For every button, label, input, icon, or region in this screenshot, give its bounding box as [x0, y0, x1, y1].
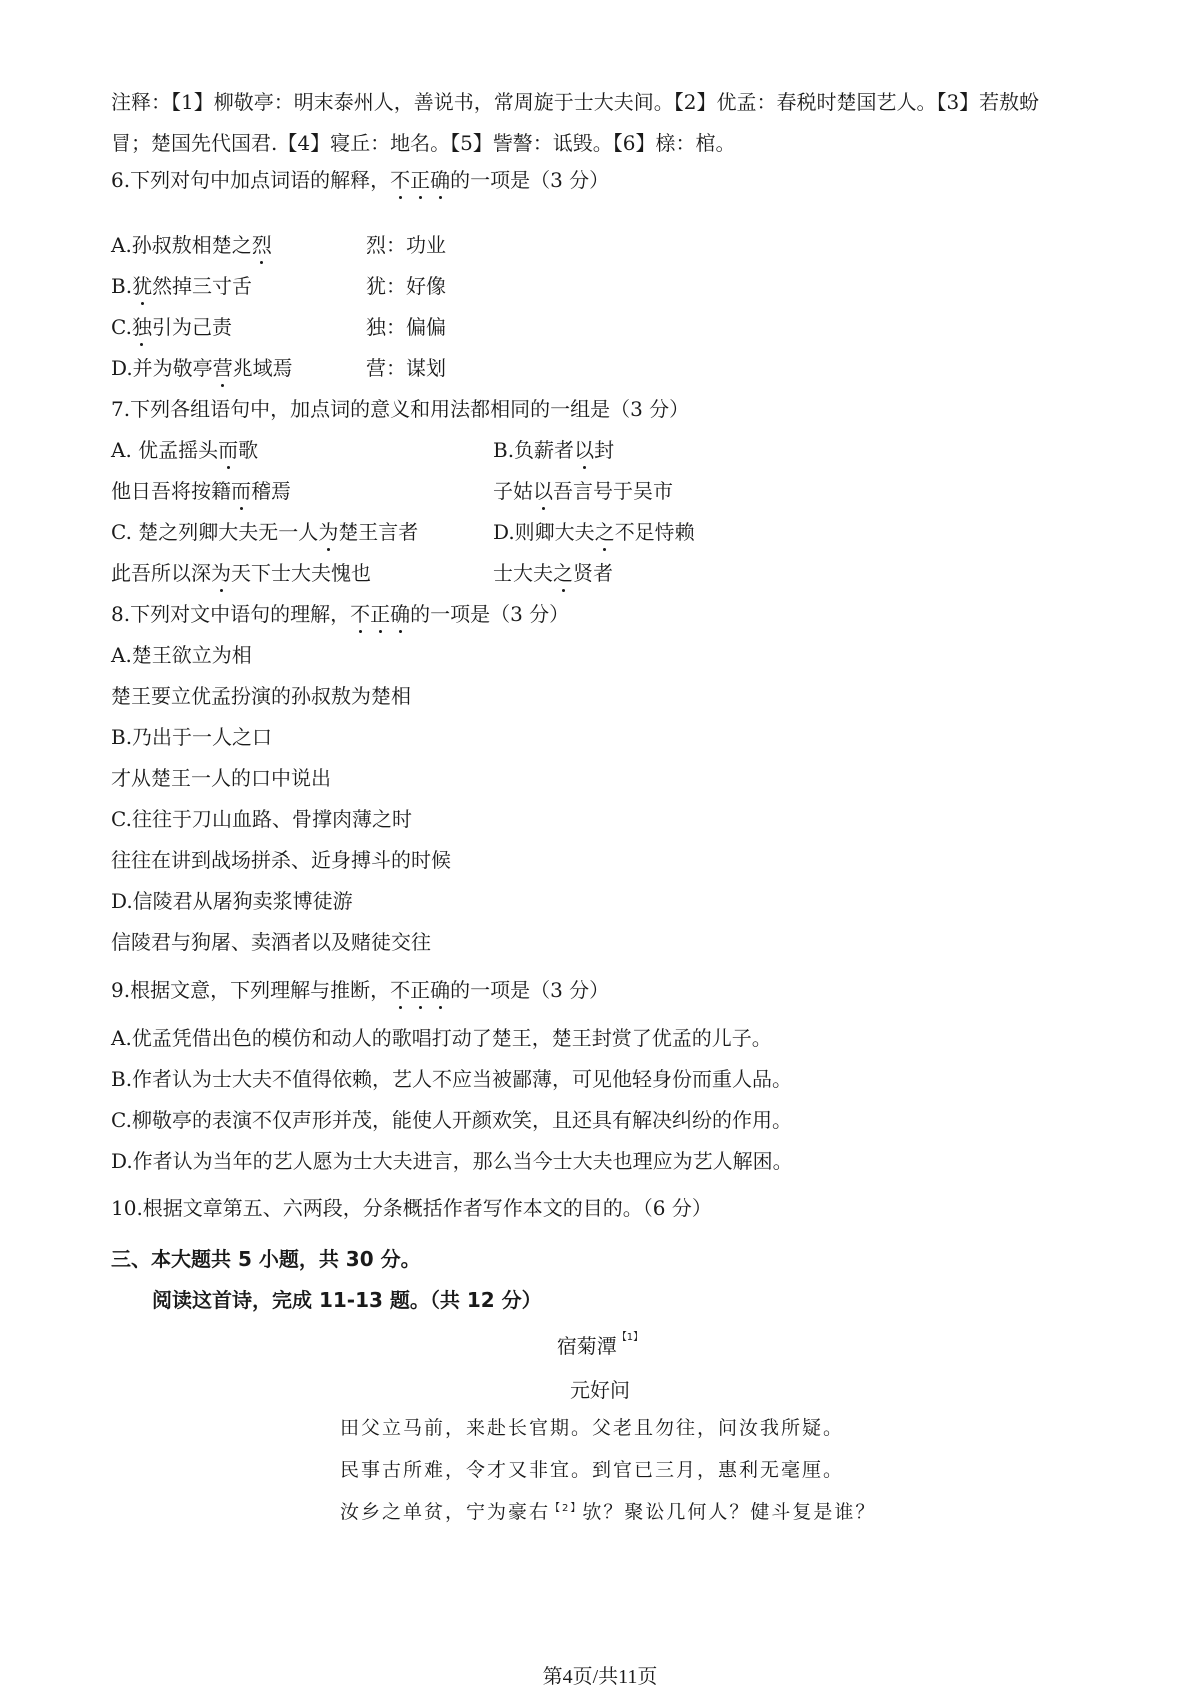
q9-stem: 9.根据文意，下列理解与推断，不正确的一项是（3 分） [111, 978, 610, 1002]
q8-line-7: D.信陵君从屠狗卖浆博徒游 [111, 889, 353, 913]
q7-c-line2: 此吾所以深为天下士大夫愧也 [111, 561, 371, 585]
poem-line-3-note: 【2】 [550, 1503, 583, 1514]
q7-b-line2: 子姑以吾言号于吴市 [493, 479, 673, 503]
q9-option-b: B.作者认为士大夫不值得依赖，艺人不应当被鄙薄，可见他轻身份而重人品。 [111, 1067, 793, 1091]
poem-title-note: 【1】 [616, 1332, 644, 1343]
q7-a-line2: 他日吾将按籍而稽焉 [111, 479, 291, 503]
q8-line-3: B.乃出于一人之口 [111, 725, 273, 749]
section-3-heading: 三、本大题共 5 小题，共 30 分。 [111, 1247, 421, 1271]
q8-line-6: 往往在讲到战场拼杀、近身搏斗的时候 [111, 848, 451, 872]
q7-d-line1: D.则卿大夫之不足恃赖 [493, 520, 695, 544]
section-3-instruction: 阅读这首诗，完成 11-13 题。（共 12 分） [152, 1288, 542, 1312]
notes-line-1: 注释：【1】柳敬亭：明末泰州人，善说书，常周旋于士大夫间。【2】优孟：春税时楚国艺人。【3】若敖蚡 [111, 90, 1040, 114]
q6-stem: 6.下列对句中加点词语的解释，不正确的一项是（3 分） [111, 168, 610, 192]
q7-stem: 7.下列各组语句中，加点词的意义和用法都相同的一组是（3 分） [111, 397, 690, 421]
poem-line-2: 民事古所难，令才又非宜。到官已三月，惠利无毫厘。 [340, 1459, 845, 1481]
poem-line-3: 汝乡之单贫，宁为豪右$^{【2】}$欤？聚讼几何人？健斗复是谁？ [340, 1501, 877, 1523]
q6-gloss-a: 烈：功业 [366, 233, 446, 257]
q6-option-c: C.独引为己责 [111, 315, 232, 339]
q7-b-line1: B.负薪者以封 [493, 438, 615, 462]
q7-d-line2: 士大夫之贤者 [493, 561, 613, 585]
page-footer: 第4页/共11页 [542, 1666, 658, 1688]
q8-line-8: 信陵君与狗屠、卖酒者以及赌徒交往 [111, 930, 431, 954]
q9-option-a: A.优孟凭借出色的模仿和动人的歌唱打动了楚王，楚王封赏了优孟的儿子。 [111, 1026, 772, 1050]
q7-a-line1: A. 优孟摇头而歌 [111, 438, 259, 462]
poem-title: 宿菊潭$^{【1】}$ [556, 1332, 644, 1358]
poem-author: 元好问 [570, 1378, 630, 1402]
q6-option-d: D.并为敬亭营兆域焉 [111, 356, 293, 380]
q8-line-5: C.往往于刀山血路、骨撑肉薄之时 [111, 807, 412, 831]
annotation-notes [111, 82, 1101, 164]
q8-stem: 8.下列对文中语句的理解，不正确的一项是（3 分） [111, 602, 570, 626]
q9-option-d: D.作者认为当年的艺人愿为士大夫进言，那么当今士大夫也理应为艺人解困。 [111, 1149, 793, 1173]
poem-line-1: 田父立马前，来赴长官期。父老且勿往，问汝我所疑。 [340, 1417, 845, 1439]
q10-stem: 10.根据文章第五、六两段，分条概括作者写作本文的目的。（6 分） [111, 1196, 712, 1220]
notes-line-2: 冒；楚国先代国君.【4】寝丘：地名。【5】訾謷：诋毁。【6】榇：棺。 [111, 131, 736, 155]
q9-option-c: C.柳敬亭的表演不仅声形并茂，能使人开颜欢笑，且还具有解决纠纷的作用。 [111, 1108, 792, 1132]
q6-option-b: B.犹然掉三寸舌 [111, 274, 253, 298]
q6-gloss-d: 营：谋划 [366, 356, 446, 380]
q8-line-1: A.楚王欲立为相 [111, 643, 252, 667]
q8-line-4: 才从楚王一人的口中说出 [111, 766, 331, 790]
q7-c-line1: C. 楚之列卿大夫无一人为楚王言者 [111, 520, 419, 544]
q6-option-a: A.孙叔敖相楚之烈 [111, 233, 272, 257]
q6-gloss-b: 犹：好像 [366, 274, 446, 298]
q6-gloss-c: 独：偏偏 [366, 315, 446, 339]
q8-line-2: 楚王要立优孟扮演的孙叔敖为楚相 [111, 684, 411, 708]
